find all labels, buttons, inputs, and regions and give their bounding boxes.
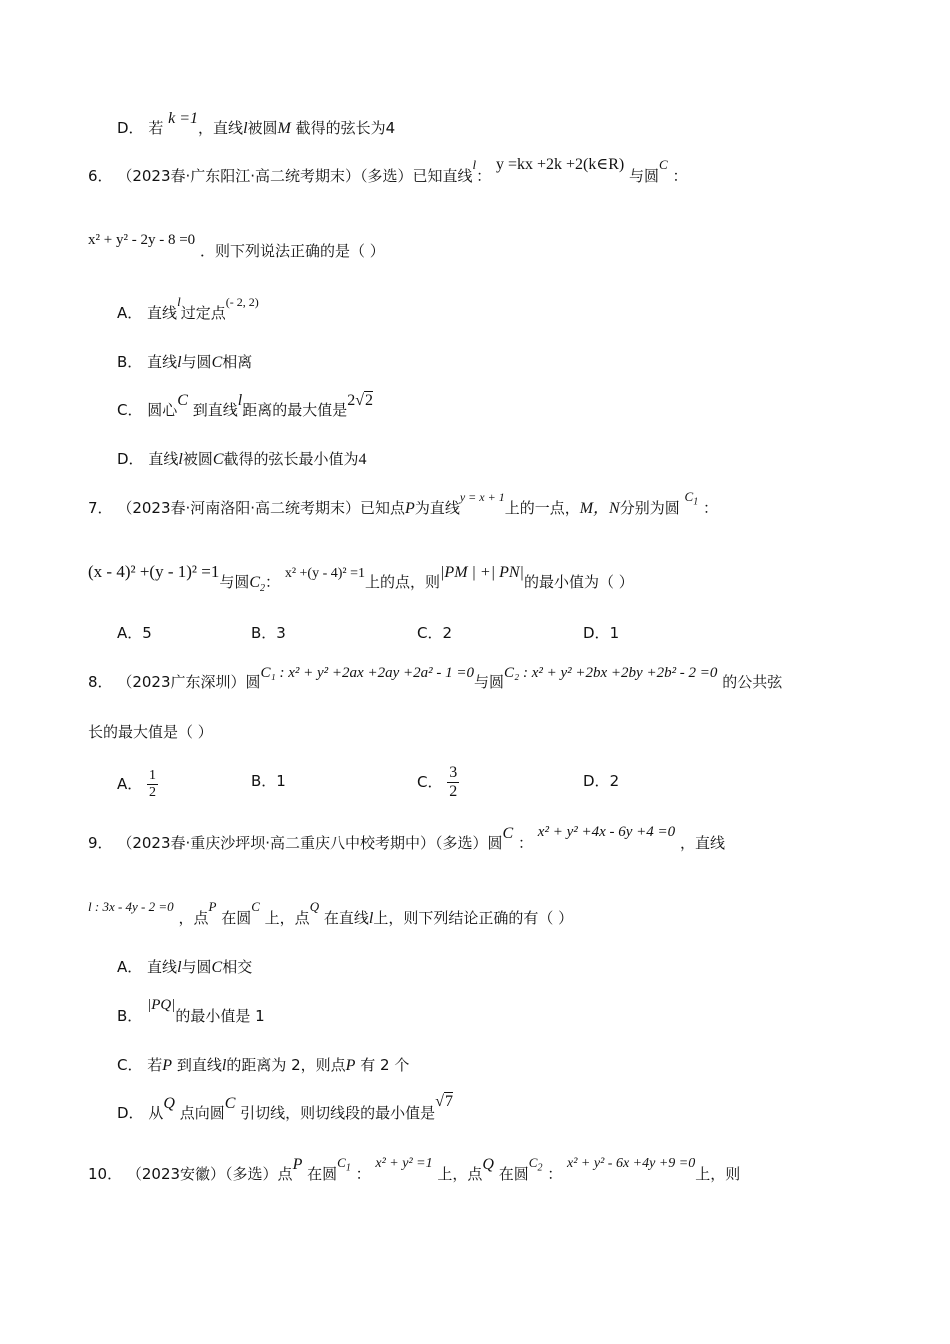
q9-stem <box>88 824 725 855</box>
coef: 2 <box>347 392 356 409</box>
value: 1 <box>255 1007 265 1025</box>
math-var <box>684 489 699 508</box>
math-condition: k =1 <box>168 110 199 127</box>
var: C <box>337 1155 346 1170</box>
math-var: C <box>251 899 260 914</box>
math-var <box>337 1155 351 1174</box>
option-label: C． <box>417 624 443 642</box>
math-var: P <box>292 1156 303 1173</box>
question-number: 9． <box>88 834 113 852</box>
subscript: 2 <box>537 1162 543 1174</box>
text: 上，点 <box>264 909 310 927</box>
text: 为直线 <box>414 499 460 517</box>
denominator: 2 <box>149 785 157 800</box>
text: 与圆 <box>181 958 212 976</box>
text: 在圆 <box>221 909 252 927</box>
math-var: l <box>472 157 477 172</box>
q9-option-d <box>117 1093 453 1125</box>
math-equation: x² + y² =1 <box>375 1156 433 1171</box>
text: 若 <box>147 1056 163 1074</box>
math-var: l <box>221 1057 227 1074</box>
q6-option-b <box>117 351 252 374</box>
text: 截得的弦长最小值为 <box>223 450 359 468</box>
math-var: Q <box>309 899 320 914</box>
value: 4 <box>358 451 367 468</box>
q7-option-d <box>583 622 619 644</box>
text: ： <box>355 1165 371 1183</box>
math-var: P <box>208 899 217 914</box>
math-expression: |PM | +| PN| <box>440 564 524 581</box>
denominator: 2 <box>449 783 458 800</box>
text: 在直线 <box>323 909 369 927</box>
q9-option-a <box>117 956 252 979</box>
text: 的公共弦 <box>722 673 783 691</box>
q7-option-b <box>251 622 286 644</box>
math-var: C <box>502 825 514 842</box>
math-var: l <box>368 910 374 927</box>
q7-option-c <box>417 622 452 644</box>
value: 2 <box>291 1056 301 1074</box>
text: ，直线 <box>198 119 244 137</box>
math-point: (- 2, 2) <box>225 295 259 309</box>
q8-stem-2 <box>88 721 213 743</box>
option-label: D． <box>117 1104 144 1122</box>
option-label: B． <box>117 1007 143 1025</box>
text: 与圆 <box>473 673 504 691</box>
math-var: C <box>211 354 223 371</box>
radicand: 2 <box>365 392 373 409</box>
math-var: P <box>405 500 415 517</box>
text: ： <box>547 1165 563 1183</box>
option-label: D． <box>117 119 144 137</box>
option-label: C． <box>117 1056 143 1074</box>
text: 到直线 <box>176 1056 222 1074</box>
math-var: l <box>178 451 183 468</box>
text: 直线 <box>147 958 178 976</box>
math-equation: y =kx +2k +2(k∈R) <box>495 156 625 173</box>
subscript: 1 <box>693 496 699 508</box>
var: C <box>528 1155 538 1170</box>
math-var: P <box>345 1057 356 1074</box>
text: 上的一点， <box>504 499 580 517</box>
math-equation: x² + y² - 2y - 8 =0 <box>88 232 196 248</box>
text: 若 <box>148 119 164 137</box>
option-label: B． <box>251 772 277 790</box>
q6-option-a <box>117 294 259 325</box>
math-var: l <box>177 959 182 976</box>
math-var <box>249 574 266 595</box>
math-expression: |PQ| <box>147 997 176 1013</box>
math-var: l <box>177 354 182 371</box>
text: 相交 <box>222 958 253 976</box>
text: 的距离为 <box>226 1056 287 1074</box>
text: ： <box>476 167 492 185</box>
fraction <box>147 768 158 801</box>
text: 有 <box>360 1056 376 1074</box>
text: 与圆 <box>181 353 212 371</box>
text: 的最小值为（ ） <box>523 573 634 591</box>
q8-option-d <box>583 770 619 792</box>
text: 从 <box>148 1104 164 1122</box>
question-source: （2023春·重庆沙坪坝·高二重庆八中校考期中）（多选）圆 <box>117 834 503 852</box>
text: ，直线 <box>679 834 725 852</box>
q7-option-a <box>117 622 152 644</box>
math-sqrt-value: √7 <box>435 1093 453 1110</box>
option-label: A． <box>117 624 143 642</box>
math-var <box>528 1155 543 1174</box>
text: 的最小值是 <box>175 1007 251 1025</box>
math-var: C <box>659 157 668 172</box>
text: 圆心 <box>147 401 178 419</box>
text: 个 <box>394 1056 410 1074</box>
text: 上的点，则 <box>365 573 441 591</box>
value: 2 <box>609 772 620 790</box>
text: 上，则 <box>695 1165 741 1183</box>
math-var: M <box>277 120 291 137</box>
text: ： <box>265 573 281 591</box>
q7-stem-2 <box>88 562 634 600</box>
text: 点向圆 <box>179 1104 225 1122</box>
math-equation: y = x + 1 <box>459 490 505 504</box>
text: 距离的最大值是 <box>242 401 348 419</box>
value: 1 <box>276 772 286 790</box>
subscript: 1 <box>345 1162 351 1174</box>
q10-stem <box>88 1155 741 1192</box>
math-var: l <box>177 294 181 309</box>
text: ．则下列说法正确的是（ ） <box>199 242 385 260</box>
text: 分别为圆 <box>619 499 680 517</box>
q9-option-c <box>117 1054 409 1077</box>
math-equation: x² +(y - 4)² =1 <box>284 566 365 581</box>
text: 长的最大值是（ ） <box>88 723 213 741</box>
text: 截得的弦长为 <box>295 119 386 137</box>
option-label: D． <box>583 624 610 642</box>
q6-option-d <box>117 448 367 471</box>
math-equation: l : 3x - 4y - 2 =0 <box>88 899 174 914</box>
math-equation: C₁ : x² + y² +2ax +2ay +2a² - 1 =0 <box>260 665 474 681</box>
text: ： <box>672 167 688 185</box>
numerator: 3 <box>449 764 458 781</box>
q9-option-b <box>117 997 265 1028</box>
radicand: 7 <box>444 1093 453 1110</box>
q6-stem <box>88 156 688 188</box>
value: 2 <box>442 624 453 642</box>
math-var: Q <box>482 1156 494 1173</box>
subscript: 2 <box>260 583 266 595</box>
math-var: C <box>212 451 224 468</box>
option-label: D． <box>583 772 610 790</box>
value: 2 <box>380 1056 390 1074</box>
text: 引切线，则切线段的最小值是 <box>240 1104 436 1122</box>
math-var: Q <box>163 1095 175 1112</box>
text: 相离 <box>222 353 253 371</box>
option-label: C． <box>417 773 443 791</box>
text: 过定点 <box>180 304 226 322</box>
text: 被圆 <box>247 119 278 137</box>
q8-option-a <box>117 768 158 801</box>
text: 与圆 <box>629 167 660 185</box>
math-var: M，N <box>579 500 620 517</box>
text: 与圆 <box>219 573 250 591</box>
math-var: C <box>224 1095 236 1112</box>
text: ： <box>518 834 534 852</box>
text: 在圆 <box>498 1165 529 1183</box>
q8-option-c <box>417 764 459 801</box>
text: 直线 <box>147 353 178 371</box>
fraction <box>447 764 459 801</box>
text: 到直线 <box>192 401 238 419</box>
option-label: B． <box>117 353 143 371</box>
math-equation: C₂ : x² + y² +2bx +2by +2b² - 2 =0 <box>503 665 718 681</box>
question-source: （2023广东深圳）圆 <box>117 673 261 691</box>
question-source: （2023安徽）（多选）点 <box>126 1165 293 1183</box>
math-sqrt-value: 2√2 <box>347 392 373 409</box>
value: 3 <box>276 624 286 642</box>
math-var: C <box>211 959 223 976</box>
question-number: 7． <box>88 499 113 517</box>
option-label: A． <box>117 775 143 793</box>
text: ，点 <box>178 909 209 927</box>
text: ，则点 <box>300 1056 346 1074</box>
option-label: A． <box>117 958 143 976</box>
math-var: l <box>243 120 248 137</box>
question-number: 8． <box>88 673 113 691</box>
q7-stem <box>88 489 718 526</box>
q5-option-d <box>117 110 396 140</box>
math-var: l <box>237 392 243 409</box>
question-source: （2023春·河南洛阳·高二统考期末）已知点 <box>117 499 406 517</box>
var: C <box>249 574 261 591</box>
text: 上，点 <box>437 1165 483 1183</box>
q8-option-b <box>251 770 286 792</box>
question-number: 6． <box>88 167 113 185</box>
option-label: C． <box>117 401 143 419</box>
math-equation: x² + y² - 6x +4y +9 =0 <box>567 1156 696 1171</box>
value: 4 <box>385 119 396 137</box>
text: 直线 <box>148 450 179 468</box>
math-equation: (x - 4)² +(y - 1)² =1 <box>88 562 220 581</box>
math-var: C <box>177 392 188 409</box>
text: 被圆 <box>182 450 213 468</box>
q8-stem <box>88 665 783 694</box>
math-equation: x² + y² +4x - 6y +4 =0 <box>537 824 676 840</box>
q6-option-c <box>117 392 373 422</box>
q6-stem-2 <box>88 232 385 263</box>
text: ： <box>702 499 718 517</box>
text: 在圆 <box>307 1165 338 1183</box>
question-source: （2023春·广东阳江·高二统考期末）（多选）已知直线 <box>117 167 473 185</box>
math-var: P <box>162 1057 173 1074</box>
var: C <box>684 489 694 504</box>
option-label: B． <box>251 624 277 642</box>
option-label: A． <box>117 304 143 322</box>
text: 直线 <box>147 304 178 322</box>
question-number: 10． <box>88 1165 123 1183</box>
option-label: D． <box>117 450 144 468</box>
q9-stem-2 <box>88 899 574 930</box>
text: 上，则下列结论正确的有（ ） <box>373 909 574 927</box>
value: 1 <box>609 624 620 642</box>
numerator: 1 <box>149 768 157 783</box>
value: 5 <box>142 624 152 642</box>
